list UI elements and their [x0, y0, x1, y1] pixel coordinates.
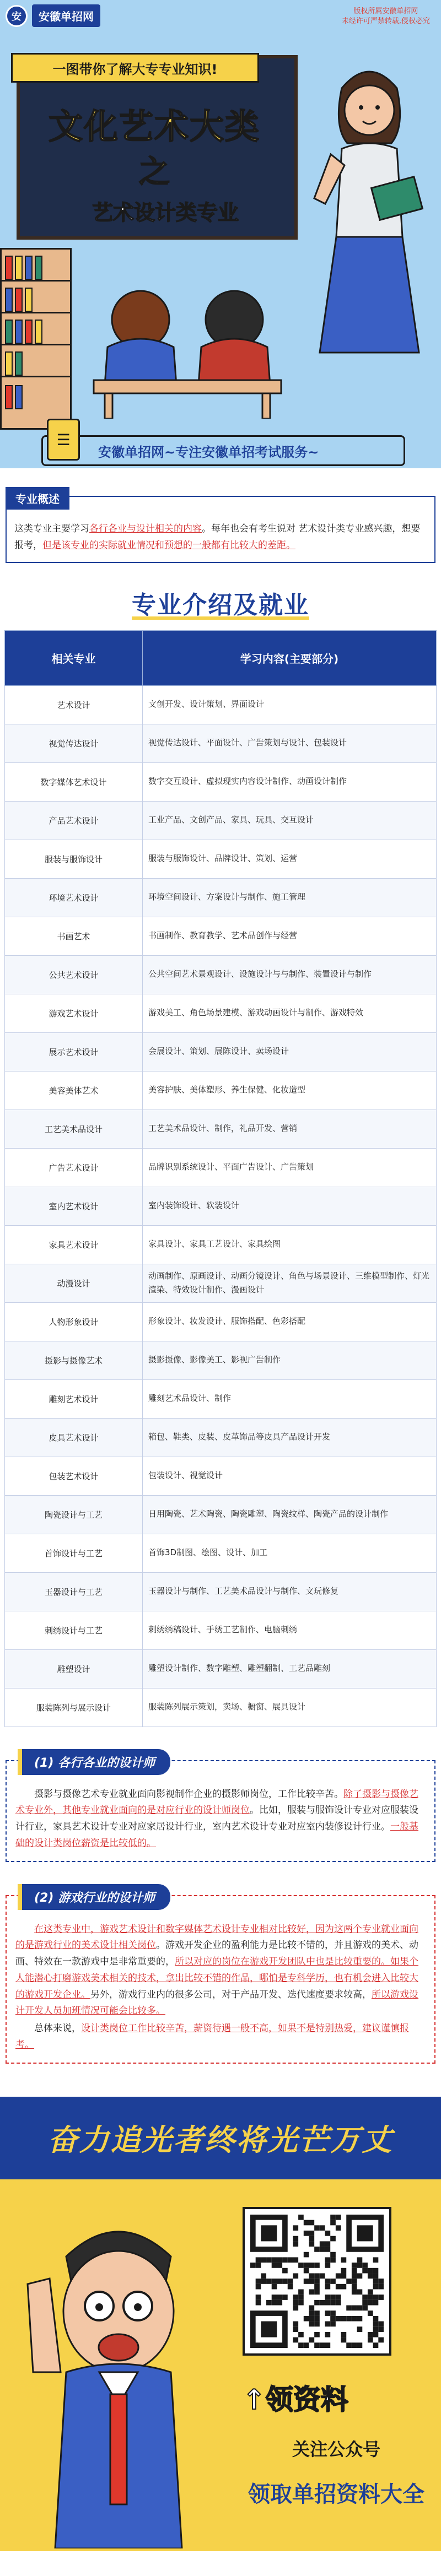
table-row [5, 1302, 437, 1341]
major-courses-cell: 服装与服饰设计、品牌设计、策划、运营 [143, 840, 437, 878]
career-2-highlight-3: 所以游戏设计开发人员加班情况可能会比较多。 [15, 1989, 418, 2017]
teacher-illustration [309, 55, 430, 364]
major-name-cell: 陶瓷设计与工艺 [5, 1495, 143, 1534]
table-row [5, 1457, 437, 1495]
major-name-cell: 公共艺术设计 [5, 955, 143, 994]
get-materials-label: ↑领资料 [243, 2383, 348, 2416]
clipboard-icon: ☰ [47, 419, 80, 461]
major-courses-cell: 环境空间设计、方案设计与制作、施工管理 [143, 878, 437, 917]
career-section-2 [6, 1891, 435, 2064]
career-2-text-3: 总体来说， [34, 2023, 81, 2034]
students-illustration [83, 275, 292, 419]
hero-connector: 之 [139, 154, 170, 190]
career-2-title: (2) 游戏行业的设计师 [18, 1884, 170, 1910]
major-name-cell: 视觉传达设计 [5, 724, 143, 762]
major-name-cell: 展示艺术设计 [5, 1032, 143, 1071]
major-name-cell: 雕刻艺术设计 [5, 1379, 143, 1418]
major-courses-cell: 美容护肤、美体塑形、养生保健、化妆造型 [143, 1071, 437, 1110]
table-row [5, 994, 437, 1032]
major-courses-cell: 室内装饰设计、软装设计 [143, 1187, 437, 1225]
collect-materials-label: 领取单招资料大全 [248, 2481, 424, 2507]
major-courses-cell: 刺绣绣稿设计、手绣工艺制作、电脑刺绣 [143, 1611, 437, 1649]
major-courses-cell: 包装设计、视觉设计 [143, 1457, 437, 1495]
major-courses-cell: 书画制作、教育教学、艺术品创作与经营 [143, 917, 437, 955]
overview-highlight-2: 但是该专业的实际就业情况和预想的一般都有比较大的差距。 [42, 539, 295, 551]
major-courses-cell: 工艺美术品设计、制作，礼品开发、营销 [143, 1110, 437, 1148]
career-1-text-2: 。比如，服装与服饰设计专业对应服装设计行业，家具艺术设计专业对应家居设计行业，室内艺术设计专业对应室内装修设计行业。 [15, 1805, 418, 1832]
major-name-cell: 首饰设计与工艺 [5, 1534, 143, 1572]
major-name-cell: 艺术设计 [5, 685, 143, 724]
major-name-cell: 环境艺术设计 [5, 878, 143, 917]
career-2-text-2: 另外，游戏行业内的很多公司，对于产品开发、迭代速度要求较高， [90, 1989, 372, 2000]
table-row [5, 1225, 437, 1264]
major-name-cell: 游戏艺术设计 [5, 994, 143, 1032]
boy-illustration [17, 2207, 220, 2548]
follow-account-label: 关注公众号 [292, 2438, 380, 2460]
table-row [5, 955, 437, 994]
table-row [5, 1534, 437, 1572]
footer-banner [0, 2097, 441, 2551]
major-name-cell: 动漫设计 [5, 1264, 143, 1302]
major-courses-cell: 雕塑设计制作、数字雕塑、雕塑翻制、工艺品雕刻 [143, 1649, 437, 1688]
hero-title: 文化艺术大类 [48, 106, 260, 147]
major-courses-cell: 文创开发、设计策划、界面设计 [143, 685, 437, 724]
major-courses-cell: 视觉传达设计、平面设计、广告策划与设计、包装设计 [143, 724, 437, 762]
overview-section [6, 493, 435, 563]
career-2-text-1: 。游戏开发企业的盈利能力是比较不错的，并且游戏的美术、动画、特效在一款游戏中是非常重要的， [15, 1940, 418, 1967]
major-courses-cell: 玉器设计与制作、工艺美术品设计与制作、文玩修复 [143, 1572, 437, 1611]
qr-code-image [250, 2215, 384, 2348]
major-courses-cell: 游戏美工、角色场景建模、游戏动画设计与制作、游戏特效 [143, 994, 437, 1032]
major-name-cell: 雕塑设计 [5, 1649, 143, 1688]
career-2-highlight-2: 所以对应的岗位在游戏开发团队中也是比较重要的。如果个人能潜心打磨游戏美术相关的技术，拿出比较不错的作品，哪怕是专科学历，也有机会进入比较大的游戏开发企业。 [15, 1956, 418, 2000]
career-section-1 [6, 1756, 435, 1862]
major-name-cell: 室内艺术设计 [5, 1187, 143, 1225]
major-courses-cell: 公共空间艺术景观设计、设施设计与与制作、装置设计与制作 [143, 955, 437, 994]
career-1-highlight-2: 一般基础的设计类岗位薪资是比较低的。 [15, 1821, 418, 1849]
major-courses-cell: 服装陈列展示策划，卖场、橱窗、展具设计 [143, 1688, 437, 1727]
table-header-row [5, 630, 437, 685]
table-row [5, 685, 437, 724]
overview-tag: 专业概述 [6, 487, 69, 510]
majors-table-title-text: 专业介绍及就业 [132, 591, 309, 619]
career-2-paragraph-1 [15, 1922, 426, 2020]
major-courses-cell: 数字交互设计、虚拟现实内容设计制作、动画设计制作 [143, 762, 437, 801]
brand-name: 安徽单招网 [32, 4, 100, 27]
major-courses-cell: 雕刻艺术品设计、制作 [143, 1379, 437, 1418]
major-name-cell: 数字媒体艺术设计 [5, 762, 143, 801]
overview-text-1: 这类专业主要学习 [14, 523, 89, 534]
table-row [5, 917, 437, 955]
qr-code[interactable] [243, 2207, 391, 2356]
major-name-cell: 服装与服饰设计 [5, 840, 143, 878]
hero-ribbon: 一图带你了解大专专业知识! [11, 53, 259, 83]
major-name-cell: 产品艺术设计 [5, 801, 143, 840]
majors-table [4, 630, 437, 1727]
table-row [5, 1032, 437, 1071]
table-row [5, 1495, 437, 1534]
hero-subtitle: 艺术设计类专业 [92, 201, 239, 225]
hero-slogan: 安徽单招网~专注安徽单招考试服务~ [41, 435, 405, 466]
copyright-line-1: 版权所属安徽单招网 [353, 7, 418, 15]
major-courses-cell: 动画制作、原画设计、动画分镜设计、角色与场景设计、三维模型制作、灯光渲染、特效设计制作、漫画设计 [143, 1264, 437, 1302]
major-courses-cell: 品牌识别系统设计、平面广告设计、广告策划 [143, 1148, 437, 1187]
table-row [5, 1379, 437, 1418]
major-courses-cell: 工业产品、文创产品、家具、玩具、交互设计 [143, 801, 437, 840]
major-name-cell: 广告艺术设计 [5, 1148, 143, 1187]
table-row [5, 1071, 437, 1110]
table-row [5, 1341, 437, 1379]
career-1-title: (1) 各行各业的设计师 [18, 1749, 170, 1775]
table-row [5, 1264, 437, 1302]
career-1-paragraph [15, 1787, 426, 1852]
major-name-cell: 人物形象设计 [5, 1302, 143, 1341]
career-1-text-1: 摄影与摄像艺术专业就业面向影视制作企业的摄影师岗位，工作比较辛苦。 [34, 1788, 343, 1800]
table-row [5, 1187, 437, 1225]
table-row [5, 762, 437, 801]
table-row [5, 1649, 437, 1688]
table-row [5, 1572, 437, 1611]
overview-text-2: 。每年也会有考生说对 艺术设计类专业感兴趣，想要报考， [14, 523, 421, 551]
major-courses-cell: 家具设计、家具工艺设计、家具绘图 [143, 1225, 437, 1264]
major-courses-cell: 形象设计、妆发设计、服饰搭配、色彩搭配 [143, 1302, 437, 1341]
career-1-highlight-1: 除了摄影与摄像艺术专业外，其他专业就业面向的是对应行业的设计师岗位 [15, 1788, 418, 1816]
header-courses: 学习内容(主要部分) [143, 630, 437, 685]
major-name-cell: 家具艺术设计 [5, 1225, 143, 1264]
career-2-highlight-1: 在这类专业中，游戏艺术设计和数字媒体艺术设计专业相对比较好，因为这两个专业就业面向的是游戏行业的美术设计相关岗位 [15, 1923, 418, 1951]
copyright-line-2: 未经许可严禁转载,侵权必究 [341, 17, 430, 26]
major-courses-cell: 日用陶瓷、艺术陶瓷、陶瓷雕塑、陶瓷纹样、陶瓷产品的设计制作 [143, 1495, 437, 1534]
table-row [5, 878, 437, 917]
table-row [5, 724, 437, 762]
major-name-cell: 服装陈列与展示设计 [5, 1688, 143, 1727]
table-row [5, 1148, 437, 1187]
career-2-paragraph-2 [15, 2021, 426, 2054]
header-major: 相关专业 [5, 630, 143, 685]
overview-highlight-1: 各行各业与设计相关的内容 [89, 523, 202, 534]
bookshelf-illustration [0, 248, 72, 430]
brand-logo: 安 [6, 5, 28, 27]
major-name-cell: 包装艺术设计 [5, 1457, 143, 1495]
major-name-cell: 摄影与摄像艺术 [5, 1341, 143, 1379]
major-courses-cell: 首饰3D制图、绘图、设计、加工 [143, 1534, 437, 1572]
table-row [5, 840, 437, 878]
overview-text [14, 521, 427, 554]
brand[interactable] [6, 4, 100, 27]
majors-table-title [0, 585, 441, 620]
major-name-cell: 皮具艺术设计 [5, 1418, 143, 1457]
table-row [5, 1418, 437, 1457]
copyright-notice [342, 7, 430, 26]
career-2-highlight-4: 设计类岗位工作比较辛苦，薪资待遇一般不高，如果不是特别热爱，建议谨慎报考。 [15, 2023, 409, 2050]
major-name-cell: 刺绣设计与工艺 [5, 1611, 143, 1649]
major-name-cell: 玉器设计与工艺 [5, 1572, 143, 1611]
major-courses-cell: 箱包、鞋类、皮装、皮革饰品等皮具产品设计开发 [143, 1418, 437, 1457]
table-row [5, 801, 437, 840]
footer-motto: 奋力追光者终将光芒万丈 [47, 2123, 394, 2157]
major-courses-cell: 会展设计、策划、展陈设计、卖场设计 [143, 1032, 437, 1071]
major-courses-cell: 摄影摄像、影像美工、影视广告制作 [143, 1341, 437, 1379]
table-row [5, 1688, 437, 1727]
table-row [5, 1611, 437, 1649]
table-row [5, 1110, 437, 1148]
majors-table-body [5, 685, 437, 1727]
major-name-cell: 书画艺术 [5, 917, 143, 955]
hero-banner [0, 0, 441, 468]
major-name-cell: 美容美体艺术 [5, 1071, 143, 1110]
major-name-cell: 工艺美术品设计 [5, 1110, 143, 1148]
